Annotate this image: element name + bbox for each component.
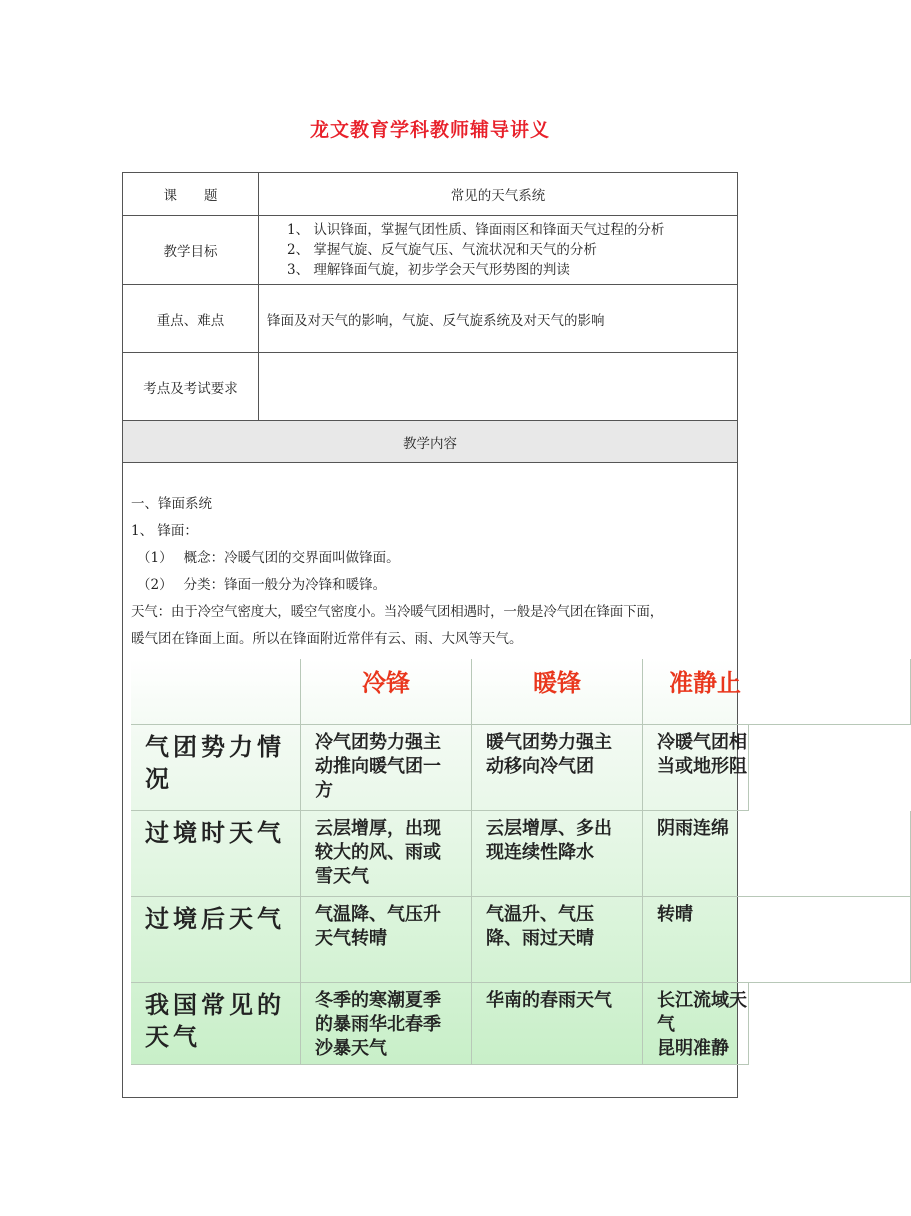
goals-value bbox=[259, 216, 737, 284]
weather-line: 天气：由于冷空气密度大，暖空气密度小。当冷暖气团相遇时，一般是冷气团在锋面下面， bbox=[131, 604, 663, 620]
row-label: 气团势力情况 bbox=[131, 725, 301, 811]
goal-item: 2、 掌握气旋、反气旋气压、气流状况和天气的分析 bbox=[287, 242, 597, 258]
subsection-heading: 1、 锋面： bbox=[131, 523, 198, 539]
header-warm-front: 暖锋 bbox=[472, 659, 643, 725]
header-cold-front: 冷锋 bbox=[301, 659, 472, 725]
row-label: 过境时天气 bbox=[131, 811, 301, 897]
table-cell: 云层增厚，出现较大的风、雨或雪天气 bbox=[301, 811, 472, 897]
goals-row bbox=[123, 216, 737, 285]
table-cell: 暖气团势力强主动移向冷气团 bbox=[472, 725, 643, 811]
exam-value bbox=[259, 353, 737, 420]
table-cell: 气温升、气压降、雨过天晴 bbox=[472, 897, 643, 983]
table-corner-cell bbox=[131, 659, 301, 725]
keypoints-row bbox=[123, 285, 737, 353]
table-cell: 冷暖气团相当或地形阻 bbox=[643, 725, 749, 811]
document-title: 龙文教育学科教师辅导讲义 bbox=[309, 119, 550, 141]
lesson-form bbox=[122, 172, 747, 1098]
concept-line: （1） 概念：冷暖气团的交界面叫做锋面。 bbox=[137, 550, 400, 566]
exam-row bbox=[123, 353, 737, 421]
header-stationary-front: 准静止 bbox=[643, 659, 911, 725]
table-cell: 冷气团势力强主动推向暖气团一方 bbox=[301, 725, 472, 811]
table-cell: 气温降、气压升 天气转晴 bbox=[301, 897, 472, 983]
goal-item: 3、 理解锋面气旋，初步学会天气形势图的判读 bbox=[287, 262, 570, 278]
topic-row bbox=[123, 173, 737, 216]
topic-label: 课 题 bbox=[123, 173, 259, 215]
keypoints-value: 锋面及对天气的影响，气旋、反气旋系统及对天气的影响 bbox=[267, 312, 605, 329]
table-cell: 冬季的寒潮夏季的暴雨华北春季沙暴天气 bbox=[301, 983, 472, 1065]
weather-line: 暖气团在锋面上面。所以在锋面附近常伴有云、雨、大风等天气。 bbox=[131, 631, 523, 647]
table-cell: 长江流域天气 昆明准静 bbox=[643, 983, 749, 1065]
goal-item: 1、 认识锋面，掌握气团性质、锋面雨区和锋面天气过程的分析 bbox=[287, 222, 665, 238]
table-cell: 阴雨连绵 bbox=[643, 811, 911, 897]
goals-label: 教学目标 bbox=[123, 216, 259, 284]
row-label: 我国常见的天气 bbox=[131, 983, 301, 1065]
front-comparison-table bbox=[131, 659, 747, 1065]
row-label: 过境后天气 bbox=[131, 897, 301, 983]
keypoints-label: 重点、难点 bbox=[123, 285, 259, 352]
section-heading: 一、锋面系统 bbox=[131, 496, 212, 512]
classification-line: （2） 分类：锋面一般分为冷锋和暖锋。 bbox=[137, 577, 387, 593]
table-cell: 华南的春雨天气 bbox=[472, 983, 643, 1065]
content-header: 教学内容 bbox=[123, 421, 737, 463]
table-cell: 转晴 bbox=[643, 897, 911, 983]
topic-value: 常见的天气系统 bbox=[450, 188, 546, 204]
table-cell: 云层增厚、多出现连续性降水 bbox=[472, 811, 643, 897]
lesson-content bbox=[131, 491, 735, 653]
exam-label: 考点及考试要求 bbox=[123, 353, 259, 420]
goals-list bbox=[259, 220, 664, 280]
